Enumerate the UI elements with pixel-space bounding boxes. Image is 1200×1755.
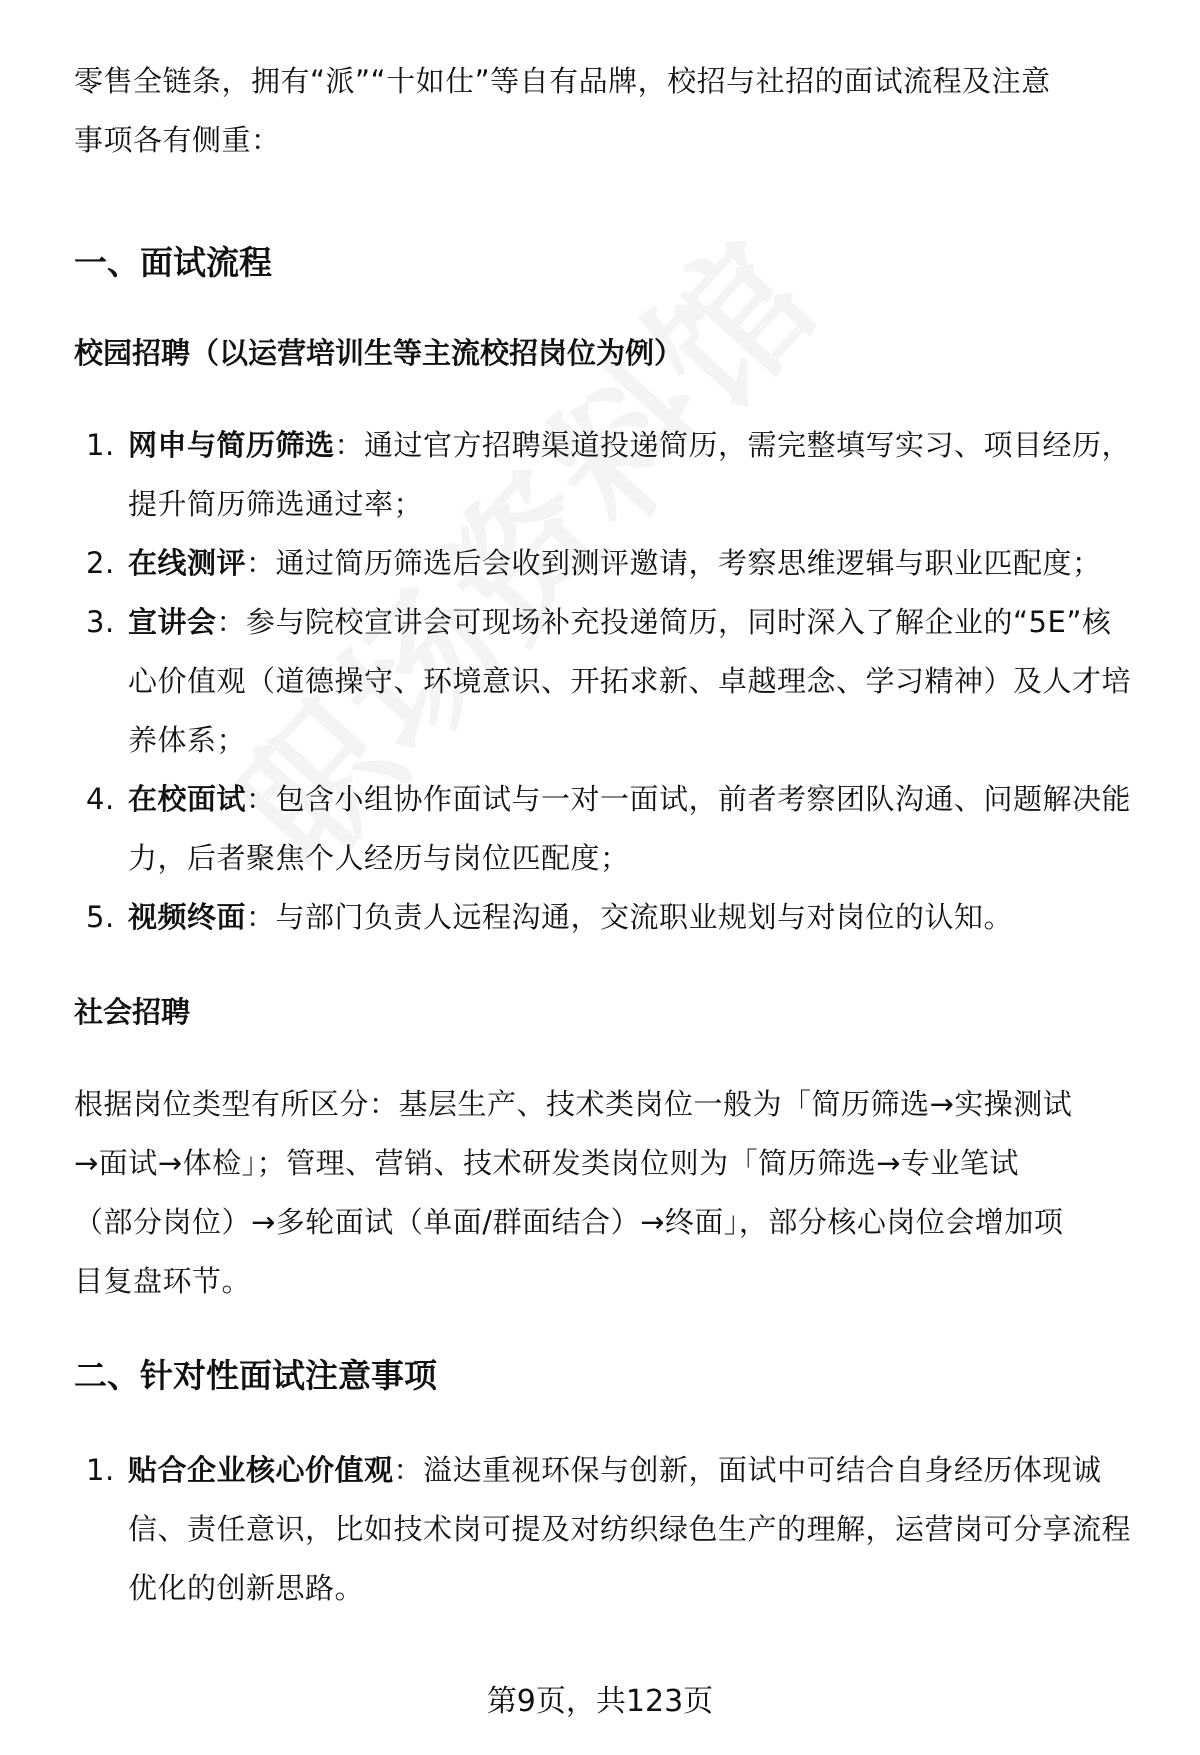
list-number: 3. [86,605,115,639]
list-item-text: ：通过官方招聘渠道投递简历，需完整填写实习、项目经历，提升简历筛选通过率； [128,428,1132,521]
document-page [74,52,1134,1618]
list-item [74,416,1134,534]
list-item [74,593,1134,770]
list-item-label: 网申与简历筛选 [128,428,335,462]
list-item [74,770,1134,888]
list-number: 1. [86,1453,115,1487]
list-item-text: ：溢达重视环保与创新，面试中可结合自身经历体现诚信、责任意识，比如技术岗可提及对纺织绿色生产的理解，运营岗可分享流程优化的创新思路。 [128,1453,1132,1605]
list-item-text: ：通过简历筛选后会收到测评邀请，考察思维逻辑与职业匹配度； [246,546,1102,580]
list-item-text: ：包含小组协作面试与一对一面试，前者考察团队沟通、问题解决能力，后者聚焦个人经历与岗位匹配度； [128,782,1132,875]
list-item-text: ：参与院校宣讲会可现场补充投递简历，同时深入了解企业的“5E”核心价值观（道德操守、环境意识、开拓求新、卓越理念、学习精神）及人才培养体系； [128,605,1132,757]
list-item-label: 宣讲会 [128,605,217,639]
tips-list [74,1441,1134,1618]
intro-paragraph: 零售全链条，拥有“派”“十如仕”等自有品牌，校招与社招的面试流程及注意事项各有侧重： [74,64,1051,157]
page-number-footer: 第9页，共123页 [486,1684,714,1719]
section1-heading: 一、面试流程 [74,243,272,282]
campus-heading: 校园招聘（以运营培训生等主流校招岗位为例） [74,336,684,370]
campus-steps-list [74,416,1134,947]
list-number: 4. [86,782,115,816]
list-item [74,888,1134,947]
list-item-label: 在线测评 [128,546,247,580]
list-item-label: 贴合企业核心价值观 [128,1453,394,1487]
list-item [74,534,1134,593]
list-item [74,1441,1134,1618]
section2-heading: 二、针对性面试注意事项 [74,1356,437,1395]
list-item-text: ：与部门负责人远程沟通，交流职业规划与对岗位的认知。 [246,900,1014,934]
list-number: 5. [86,900,115,934]
social-paragraph: 根据岗位类型有所区分：基层生产、技术类岗位一般为「简历筛选→实操测试→面试→体检」；管理、营销、技术研发类岗位则为「简历筛选→专业笔试（部分岗位）→多轮面试（单面/群面结合）→终面」，部分核心岗位会增加项目复盘环节。 [74,1087,1073,1298]
list-item-label: 在校面试 [128,782,247,816]
list-item-label: 视频终面 [128,900,247,934]
social-heading: 社会招聘 [74,995,191,1029]
list-number: 1. [86,428,115,462]
list-number: 2. [86,546,115,580]
